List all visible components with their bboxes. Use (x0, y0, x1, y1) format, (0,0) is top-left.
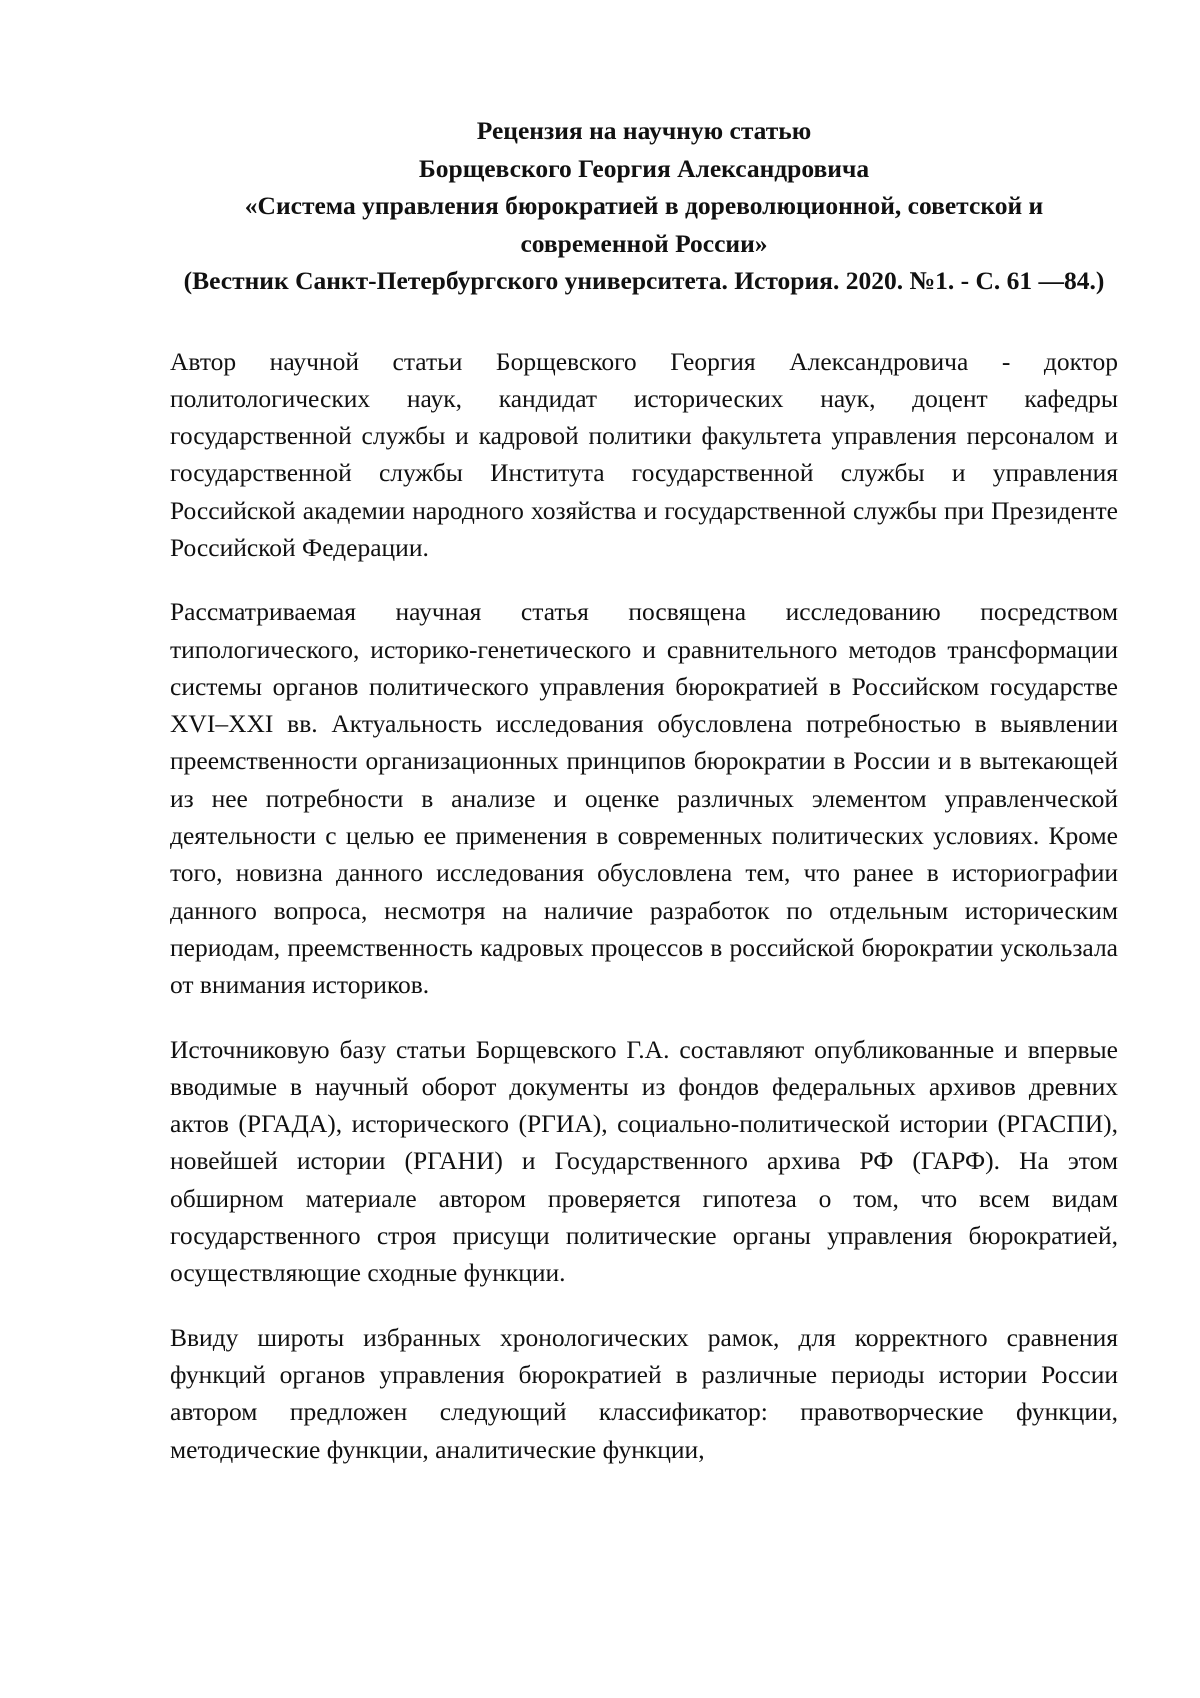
paragraph-classifier: Ввиду широты избранных хронологических рамок, для корректного сравнения функций органов управления бюрократией в различные периоды истории России автором предложен следующий классификатор: правотворческие функции, методические функции, аналитические функции, (170, 1322, 1118, 1464)
title-line-citation: (Вестник Санкт-Петербургского университета. История. 2020. №1. - С. 61 —84.) (183, 266, 1105, 295)
paragraph-sources: Источниковую базу статьи Борщевского Г.А. составляют опубликованные и впервые вводимые в научный оборот документы из фондов федеральных архивов древних актов (РГАДА), исторического (РГИА), социально-политической истории (РГАСПИ), новейшей истории (РГАНИ) и Государственного архива РФ (ГАРФ). На этом обширном материале автором проверяется гипотеза о том, что всем видам государственного строя присущи политические органы управления бюрократией, осуществляющие сходные функции. (170, 1034, 1118, 1288)
paragraph-subject: Рассматриваемая научная статья посвящена исследованию посредством типологического, историко-генетического и сравнительного методов трансформации системы органов политического управления бюрократией в Российском государстве XVI–XXI вв. Актуальность исследования обусловлена потребностью в выявлении преемственности организационных принципов бюрократии в России и в вытекающей из нее потребности в анализе и оценке различных элементом управленческой деятельности с целью ее применения в современных политических условиях. Кроме того, новизна данного исследования обусловлена тем, что ранее в историографии данного вопроса, несмотря на наличие разработок по отдельным историческим периодам, преемственность кадровых процессов в российской бюрократии ускользала от внимания историков. (170, 597, 1118, 1000)
title-line-author: Борщевского Георгия Александровича (418, 153, 870, 183)
title-line-review: Рецензия на научную статью (476, 116, 812, 145)
paragraph-author: Автор научной статьи Борщевского Георгия Александровича - доктор политологических наук, кандидат исторических наук, доцент кафедры государственной службы и кадровой политики факультета управления персоналом и государственной службы Института государственной службы и управления Российской академии народного хозяйства и государственной службы при Президенте Российской Федерации. (170, 346, 1118, 562)
title-line-article: «Система управления бюрократией в дореволюционной, советской и современной России» (244, 191, 1044, 258)
document-title (170, 112, 1118, 300)
document-page (170, 112, 1118, 1468)
